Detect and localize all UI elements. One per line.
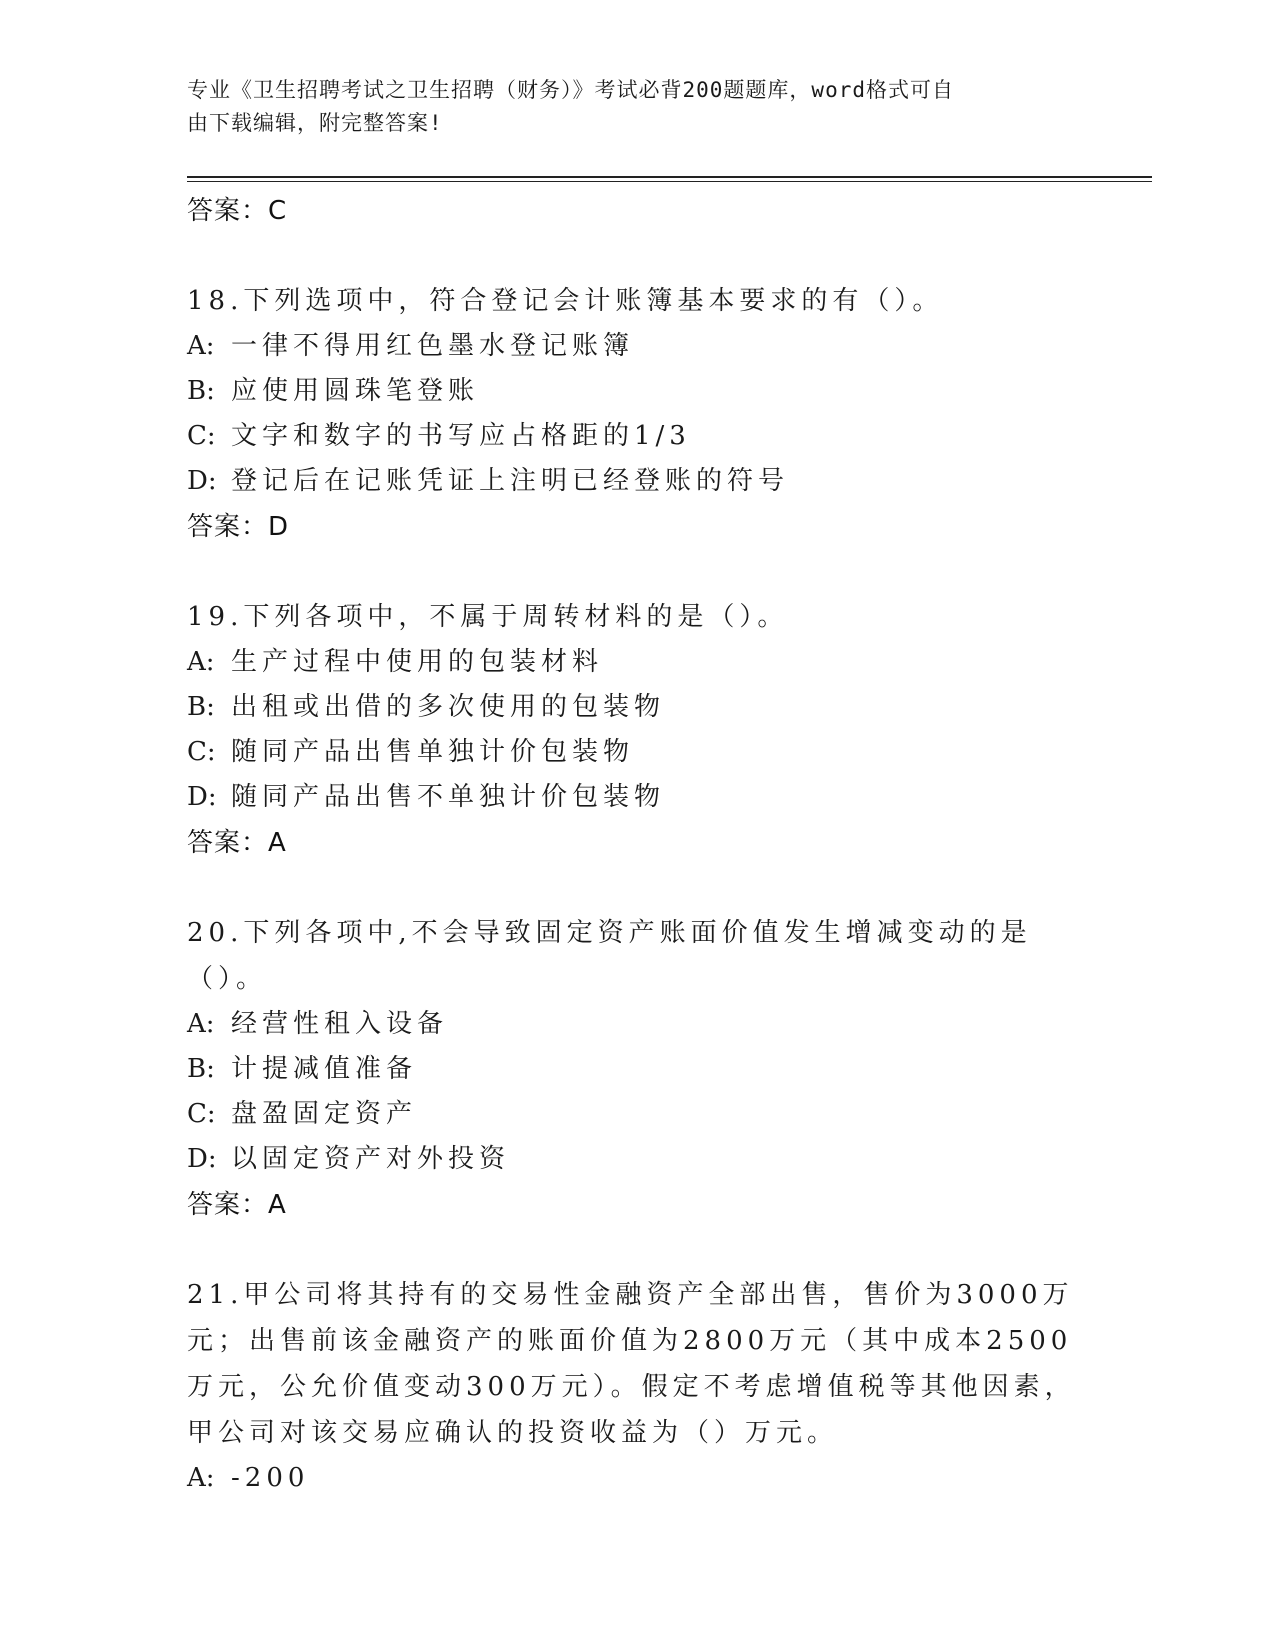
option-c: C: 盘盈固定资产	[187, 1099, 418, 1129]
option-d: D: 登记后在记账凭证上注明已经登账的符号	[187, 466, 790, 496]
option-d: D: 随同产品出售不单独计价包装物	[187, 782, 666, 812]
document-header: 专业《卫生招聘考试之卫生招聘（财务）》考试必背200题题库，word格式可自 由下载编辑，附完整答案!	[187, 78, 954, 135]
answer-label: 答案：A	[187, 828, 287, 858]
answer-label: 答案：D	[187, 512, 290, 542]
option-c: C: 文字和数字的书写应占格距的1/3	[187, 421, 691, 451]
question-block-18	[187, 278, 1087, 550]
option-d: D: 以固定资产对外投资	[187, 1144, 511, 1174]
option-c: C: 随同产品出售单独计价包装物	[187, 737, 635, 767]
option-a: A: -200	[187, 1463, 310, 1493]
question-block-20	[187, 910, 1087, 1228]
header-divider	[187, 176, 1152, 182]
answer-label: 答案：C	[187, 196, 288, 226]
question-block-19	[187, 594, 1087, 866]
option-a: A: 生产过程中使用的包装材料	[187, 647, 604, 677]
option-b: B: 出租或出借的多次使用的包装物	[187, 692, 666, 722]
question-text: 18.下列选项中，符合登记会计账簿基本要求的有（）。	[187, 286, 944, 316]
answer-label: 答案：A	[187, 1190, 287, 1220]
option-b: B: 应使用圆珠笔登账	[187, 376, 480, 406]
option-b: B: 计提减值准备	[187, 1054, 418, 1084]
question-text: 20.下列各项中,不会导致固定资产账面价值发生增减变动的是（）。	[187, 918, 1032, 994]
question-list	[187, 188, 1087, 1501]
question-block-21	[187, 1272, 1087, 1501]
question-text: 19.下列各项中，不属于周转材料的是（）。	[187, 602, 789, 632]
question-text: 21.甲公司将其持有的交易性金融资产全部出售，售价为3000万元；出售前该金融资产的账面价值为2800万元（其中成本2500万元，公允价值变动300万元）。假定不考虑增值税等其他因素，甲公司对该交易应确认的投资收益为（）万元。	[187, 1280, 1076, 1448]
option-a: A: 一律不得用红色墨水登记账簿	[187, 331, 635, 361]
option-a: A: 经营性租入设备	[187, 1009, 449, 1039]
